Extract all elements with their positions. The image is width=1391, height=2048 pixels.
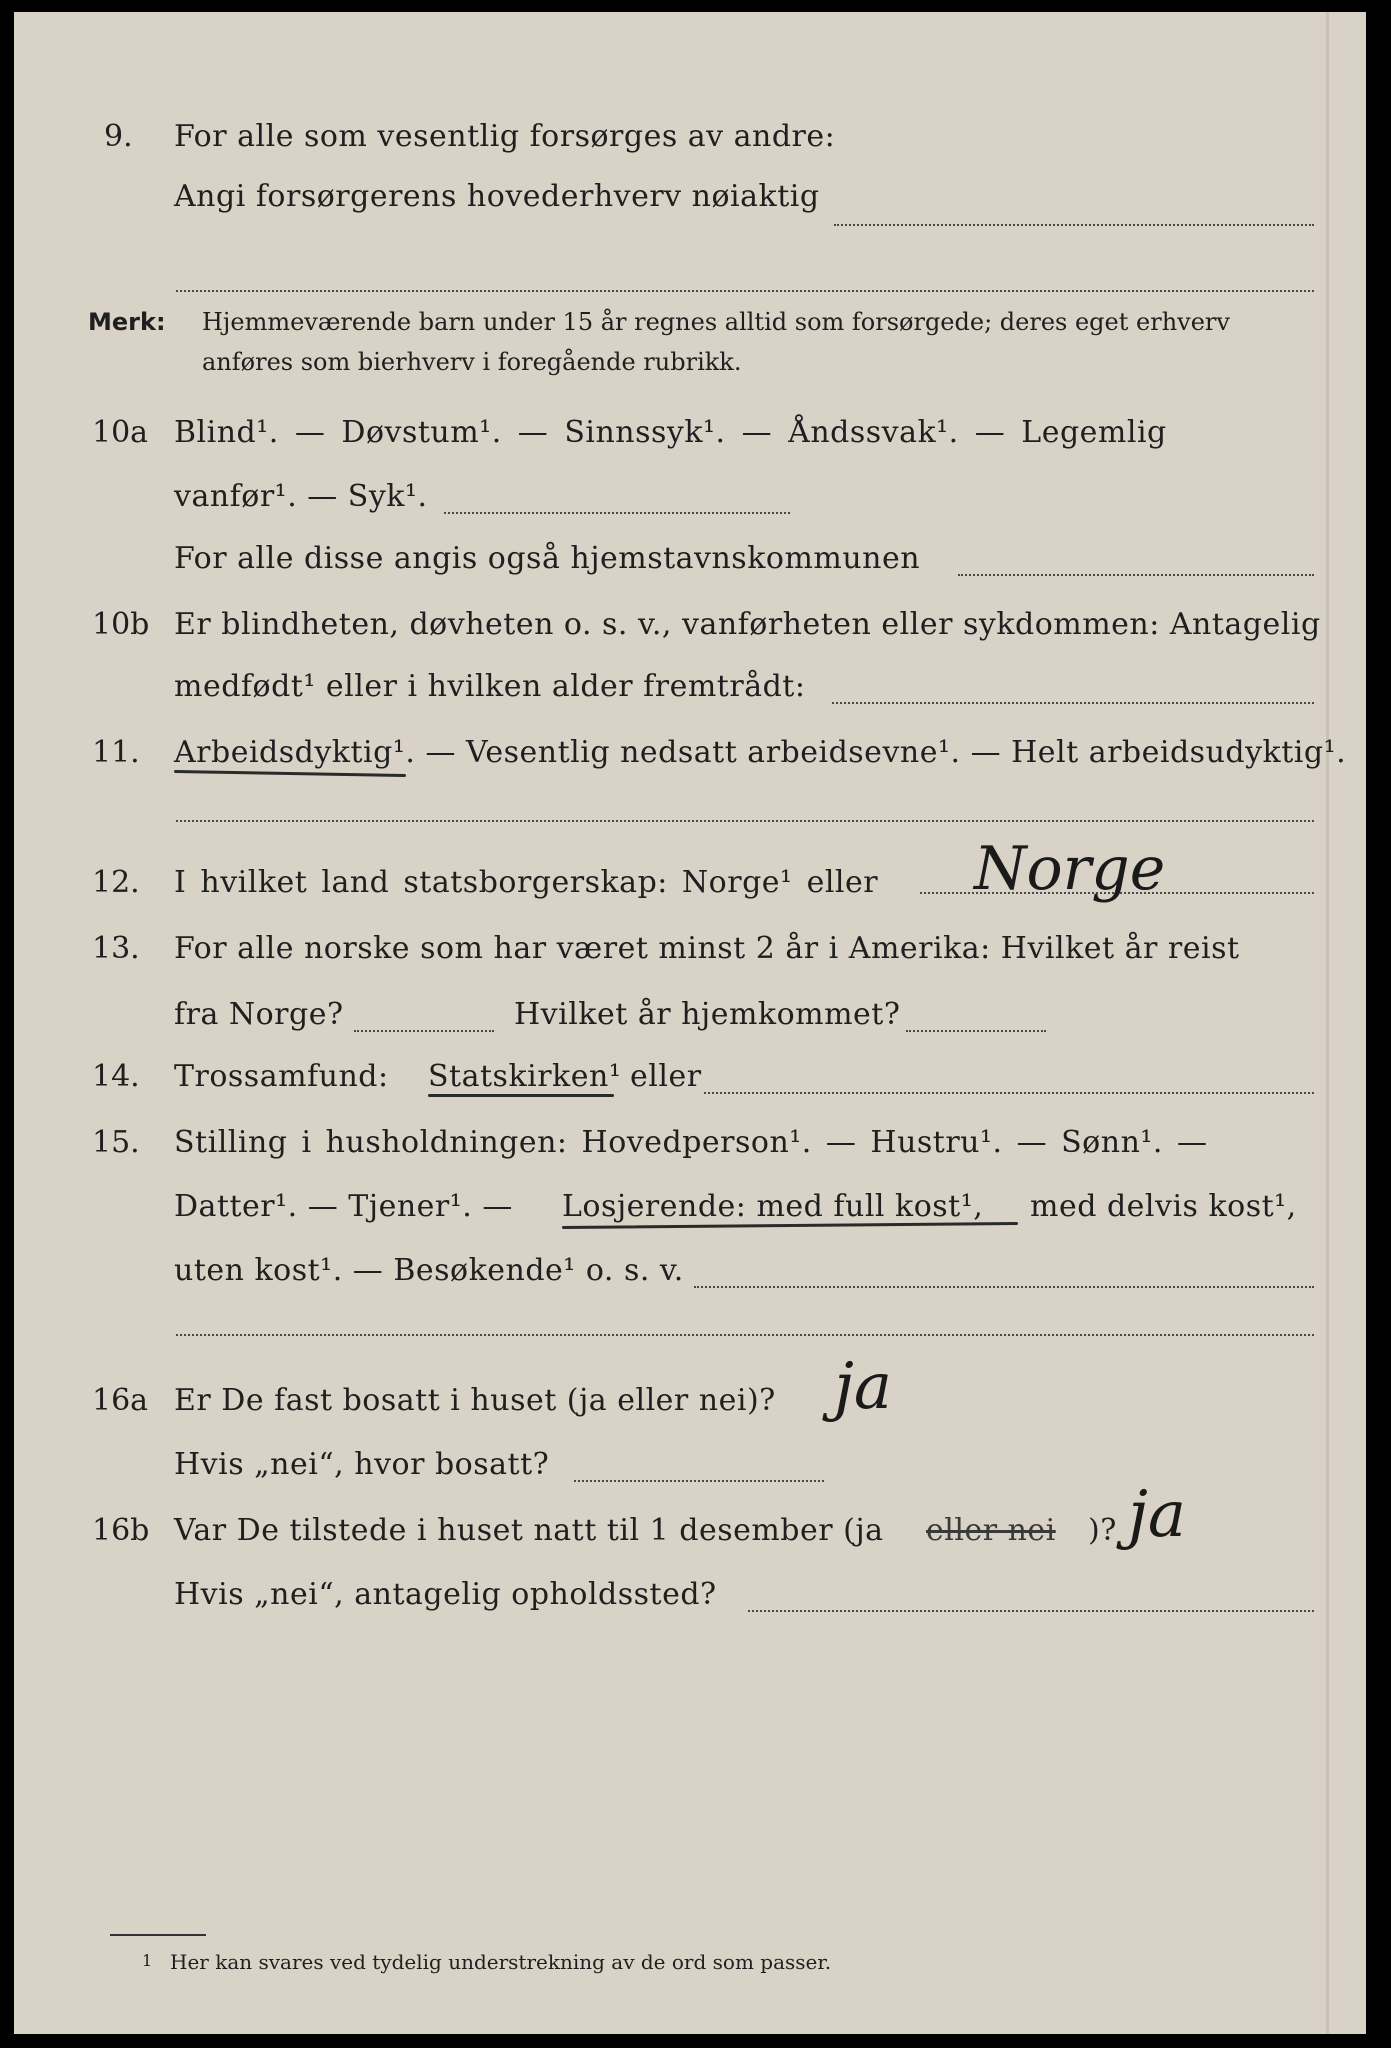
merk-line2: [14, 340, 1366, 388]
q14-line1: [14, 1042, 1366, 1106]
q10b-text2: medfødt¹ eller i hvilken alder fremtrådt:: [174, 669, 806, 704]
q10b-line1: [14, 590, 1366, 654]
q12-handwritten-answer: Norge: [974, 834, 1166, 904]
q16b-answer-line[interactable]: [748, 1610, 1314, 1612]
q15-text2c: med delvis kost¹,: [1030, 1189, 1297, 1224]
q13-line2: [14, 980, 1366, 1044]
footnote-rule: [110, 1934, 206, 1936]
q10a-line2: [14, 462, 1366, 526]
q11-answer-line[interactable]: [176, 820, 1314, 822]
q10a-kommune-answer-line[interactable]: [958, 574, 1314, 576]
q16b-text2: Hvis „nei“, antagelig opholdssted?: [174, 1577, 717, 1612]
q9-line2: [14, 162, 1366, 226]
merk-text2: anføres som bierhverv i foregående rubrikk.: [202, 348, 742, 376]
q10a-text1: Blind¹. — Døvstum¹. — Sinnssyk¹. — Åndssvak¹. — Legemlig: [174, 415, 1167, 450]
q10b-text1: Er blindheten, døvheten o. s. v., vanførheten eller sykdommen: Antagelig: [174, 607, 1321, 642]
footnote-mark: 1: [142, 1951, 153, 1970]
q13-number: 13.: [92, 931, 140, 966]
q16a-handwritten-answer: ja: [834, 1350, 892, 1424]
q15-number: 15.: [92, 1125, 140, 1160]
q10a-text2: vanfør¹. — Syk¹.: [174, 479, 428, 514]
q14-text1b: Statskirken¹: [428, 1059, 622, 1094]
q16b-text1a: Var De tilstede i huset natt til 1 desember (ja: [174, 1513, 884, 1548]
q10b-line2: [14, 652, 1366, 716]
q13-hjemkommet-answer-line[interactable]: [906, 1030, 1046, 1032]
q13-text2a: fra Norge?: [174, 997, 344, 1032]
q10a-line3: [14, 524, 1366, 588]
q10b-answer-line[interactable]: [832, 702, 1314, 704]
q12-text1: I hvilket land statsborgerskap: Norge¹ eller: [174, 865, 879, 900]
q15-answer-line[interactable]: [694, 1286, 1314, 1288]
q16a-answer-line[interactable]: [574, 1480, 824, 1482]
q15-answer-line2[interactable]: [176, 1334, 1314, 1336]
q15-text2b: Losjerende: med full kost¹,: [562, 1189, 984, 1224]
q14-number: 14.: [92, 1059, 140, 1094]
q10a-number: 10a: [92, 415, 149, 450]
q12-number: 12.: [92, 865, 140, 900]
q16a-number: 16a: [92, 1383, 149, 1418]
q15-text1: Stilling i husholdningen: Hovedperson¹. — Hustru¹. — Sønn¹. —: [174, 1125, 1208, 1160]
q9-line1: [14, 102, 1366, 166]
footnote-text: Her kan svares ved tydelig understrekning av de ord som passer.: [170, 1950, 832, 1974]
q16b-struck-text: eller nei: [926, 1513, 1056, 1548]
merk-label: Merk:: [88, 308, 166, 336]
q16b-text1c: )?: [1088, 1513, 1117, 1548]
q13-reist-answer-line[interactable]: [354, 1030, 494, 1032]
q10a-syk-answer-line[interactable]: [444, 512, 790, 514]
q16b-handwritten-answer: ja: [1128, 1478, 1186, 1552]
q16b-number: 16b: [92, 1513, 150, 1548]
q15-text3: uten kost¹. — Besøkende¹ o. s. v.: [174, 1253, 684, 1288]
q10a-text3: For alle disse angis også hjemstavnskommunen: [174, 541, 921, 576]
footnote: [14, 1942, 1366, 1986]
q14-answer-line[interactable]: [704, 1092, 1314, 1094]
q9-answer-line2[interactable]: [176, 290, 1314, 292]
q16a-text1: Er De fast bosatt i huset (ja eller nei)?: [174, 1383, 776, 1418]
q9-number: 9.: [104, 119, 133, 154]
q9-answer-line[interactable]: [834, 224, 1314, 226]
q11-text1: Arbeidsdyktig¹. — Vesentlig nedsatt arbeidsevne¹. — Helt arbeidsudyktig¹.: [174, 735, 1347, 770]
q9-text2: Angi forsørgerens hovederhverv nøiaktig: [174, 179, 820, 214]
merk-text1: Hjemmeværende barn under 15 år regnes alltid som forsørgede; deres eget erhverv: [202, 308, 1230, 336]
q9-text1: For alle som vesentlig forsørges av andre:: [174, 119, 836, 154]
q16a-line1: [14, 1366, 1366, 1430]
q14-text1c: eller: [630, 1059, 702, 1094]
q16a-text2: Hvis „nei“, hvor bosatt?: [174, 1447, 550, 1482]
q11-number: 11.: [92, 735, 140, 770]
q14-text1a: Trossamfund:: [174, 1059, 389, 1094]
census-form-page: [14, 12, 1366, 2034]
q16b-line2: [14, 1560, 1366, 1624]
q13-text1: For alle norske som har været minst 2 år i Amerika: Hvilket år reist: [174, 931, 1240, 966]
q10b-number: 10b: [92, 607, 150, 642]
q13-text2b: Hvilket år hjemkommet?: [514, 997, 901, 1032]
q15-line1: [14, 1108, 1366, 1172]
q15-text2a: Datter¹. — Tjener¹. —: [174, 1189, 513, 1224]
q13-line1: [14, 914, 1366, 978]
q10a-line1: [14, 398, 1366, 462]
q15-line3: [14, 1236, 1366, 1300]
q14-handwritten-underline: [428, 1094, 614, 1097]
